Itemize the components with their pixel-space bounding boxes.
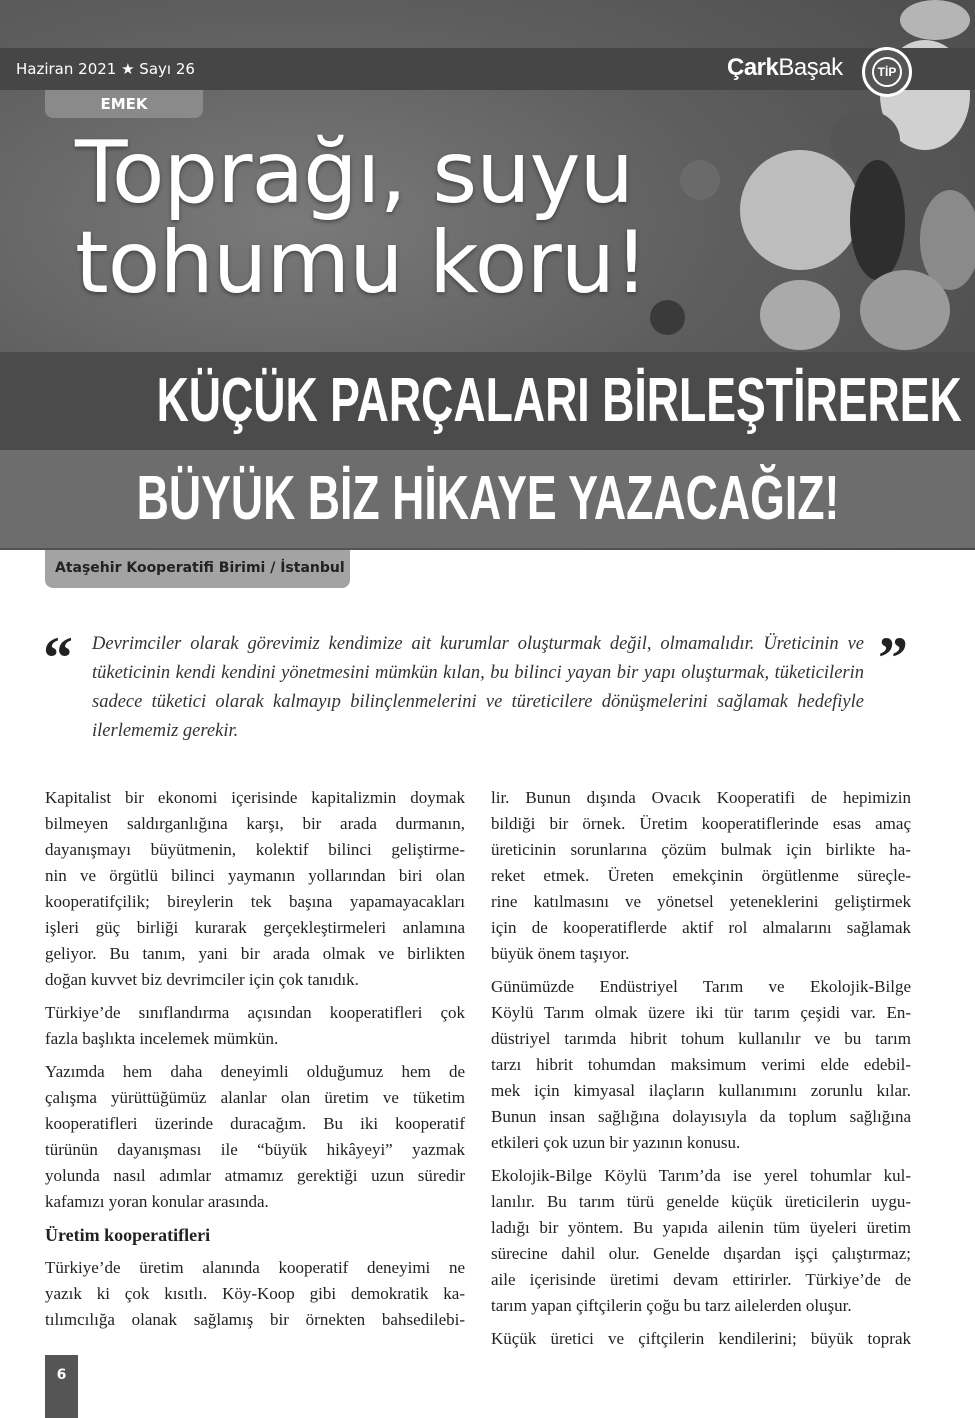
text-line: Ekolojik-Bilge Köylü Tarım’da ise yerel tohumlar kul- xyxy=(491,1166,911,1185)
text-line: aile içerisinde üretimi devam ettirirler. Türkiye’de de xyxy=(491,1270,911,1289)
vegetable-shape xyxy=(650,300,685,335)
paragraph xyxy=(45,1000,465,1052)
text-line: doğan kuvvet biz devrimciler için çok tanıdık. xyxy=(45,970,359,989)
text-line: ladığı bir yöntem. Bu yapıda ailenin tüm üyeleri üretim xyxy=(491,1218,911,1237)
text-line: reket etmek. Üreten emekçinin örgütlenme süreçle- xyxy=(491,866,911,885)
paragraph xyxy=(45,785,465,993)
text-line: üreticinin sorunlarına çözüm bulmak için birlikte ha- xyxy=(491,840,911,859)
pull-quote: Devrimciler olarak görevimiz kendimize ait kurumlar oluşturmak değil, olmamalıdır. Üreticinin ve tüketicinin kendi kendini yönetmesini mümkün kılan, bu bilinci yayan bir yapı oluşturmak, tüketicilerin sadece tüketici olarak kalmayıp bilinçlenmelerini ve türeticilere dönüşmelerini sağlamak hedefiyle ilerlememiz gerekir. xyxy=(92,634,864,741)
text-line: Küçük üretici ve çiftçilerin kendilerini; büyük toprak xyxy=(491,1329,911,1348)
text-line: Günümüzde Endüstriyel Tarım ve Ekolojik-Bilge xyxy=(491,977,911,996)
text-line: türünün dayanışması ile “büyük hikâyeyi” yazmak xyxy=(45,1140,465,1159)
text-line: kooperatifleri üzerinde duracağım. Bu iki kooperatif xyxy=(45,1114,465,1133)
paragraph xyxy=(491,1326,911,1352)
brand-logo xyxy=(727,54,843,82)
paragraph xyxy=(45,1255,465,1333)
text-line: kafamızı yoran konular arasında. xyxy=(45,1192,269,1211)
text-line: yazık ki çok kısıtlı. Köy-Koop gibi demokratik ka- xyxy=(45,1284,465,1303)
vegetable-shape xyxy=(900,0,970,40)
title-line: Toprağı, suyu xyxy=(75,123,634,223)
author-tab: Ataşehir Kooperatifi Birimi / İstanbul xyxy=(45,550,350,588)
text-line: dayanışmayı büyütmenin, kolektif bilinci geliştirme- xyxy=(45,840,465,859)
paragraph xyxy=(45,1059,465,1215)
text-line: için de kooperatiflerde aktif rol almalarını sağlamak xyxy=(491,918,911,937)
text-line: etkileri çok uzun bir yazının konusu. xyxy=(491,1133,741,1152)
headline-band xyxy=(0,352,975,450)
article-column-right xyxy=(491,785,911,1359)
headline-line: BÜYÜK BİZ HİKAYE YAZACAĞIZ! xyxy=(136,464,840,533)
text-line: işleri güç birliği kurarak gerçekleştirmeleri anlamına xyxy=(45,918,465,937)
text-line: tarım yapan çiftçilerin çoğu bu tarz ailelerden oluşur. xyxy=(491,1296,852,1315)
text-line: çalışma yürüttüğümüz alanlar olan üretim ve tüketim xyxy=(45,1088,465,1107)
text-line: geliyor. Bu tanım, yani bir arada olmak ve birlikten xyxy=(45,944,465,963)
text-line: Türkiye’de sınıflandırma açısından kooperatifleri çok xyxy=(45,1003,465,1022)
vegetable-shape xyxy=(850,160,905,280)
text-line: kooperatifçilik; bireylerin tek başına yapamayacakları xyxy=(45,892,465,911)
headline-line: KÜÇÜK PARÇALARI BİRLEŞTİREREK xyxy=(156,366,962,435)
issue-info: Haziran 2021 ★ Sayı 26 xyxy=(16,60,195,78)
text-line: Türkiye’de üretim alanında kooperatif deneyimi ne xyxy=(45,1258,465,1277)
paragraph xyxy=(491,785,911,967)
close-quote-icon: ” xyxy=(878,625,908,691)
open-quote-icon: “ xyxy=(43,625,73,691)
vegetable-shape xyxy=(830,110,900,170)
text-line: Bunun insan sağlığına dolayısıyla da toplum sağlığına xyxy=(491,1107,911,1126)
brand-bold: Çark xyxy=(727,54,779,81)
text-line: mek için kimyasal ilaçların kullanımını zorunlu kılar. xyxy=(491,1081,911,1100)
article-column-left xyxy=(45,785,465,1340)
text-line: bildiği bir örnek. Üretim kooperatiflerinde esas amaç xyxy=(491,814,911,833)
text-line: nin ve örgütlü bilinci yaymanın yollarından biri olan xyxy=(45,866,465,885)
text-line: büyük önem taşıyor. xyxy=(491,944,630,963)
vegetable-shape xyxy=(760,280,840,350)
vegetables-photo xyxy=(740,150,860,270)
text-line: Üretim kooperatifleri xyxy=(45,1225,211,1245)
text-line: fazla başlıkta incelemek mümkün. xyxy=(45,1029,279,1048)
text-line: bilmeyen saldırganlığına karşı, bir arada durmanın, xyxy=(45,814,465,833)
page-title xyxy=(75,123,648,313)
text-line: lanılır. Bu tarım türü genelde küçük üreticilerin uygu- xyxy=(491,1192,911,1211)
section-tab: EMEK xyxy=(45,90,203,118)
text-line: tılımcılığa olanak sağlamış bir örnekten bahsedilebi- xyxy=(45,1310,465,1329)
text-line: rine katılmasını ve yönetsel yeteneklerini geliştirmek xyxy=(491,892,911,911)
brand-regular: Başak xyxy=(778,54,843,81)
vegetable-shape xyxy=(680,160,720,200)
text-line: sürecine dahil olur. Genelde dışardan işçi çalıştırmaz; xyxy=(491,1244,911,1263)
page-number: 6 xyxy=(45,1355,78,1418)
text-line: Köylü Tarım olmak üzere iki tür tarım çeşidi var. En- xyxy=(491,1003,911,1022)
vegetable-shape xyxy=(860,270,950,350)
text-line: yolunda nasıl adımlar atmamız gerektiği uzun süredir xyxy=(45,1166,465,1185)
tip-seal-icon xyxy=(862,47,912,97)
text-line: lir. Bunun dışında Ovacık Kooperatifi de hepimizin xyxy=(491,788,911,807)
text-line: düstriyel tarımda hibrit tohum kullanılır ve bu tarım xyxy=(491,1029,911,1048)
paragraph xyxy=(491,1163,911,1319)
seal-text: TİP xyxy=(872,57,902,87)
paragraph xyxy=(491,974,911,1156)
text-line: tarzı hibrit tohumdan maksimum verimi elde edebil- xyxy=(491,1055,911,1074)
text-line: Yazımda hem daha deneyimli olduğumuz hem de xyxy=(45,1062,465,1081)
title-line: tohumu koru! xyxy=(75,213,648,313)
headline-band xyxy=(0,450,975,548)
text-line: Kapitalist bir ekonomi içerisinde kapitalizmin doymak xyxy=(45,788,465,807)
section-heading xyxy=(45,1222,465,1248)
